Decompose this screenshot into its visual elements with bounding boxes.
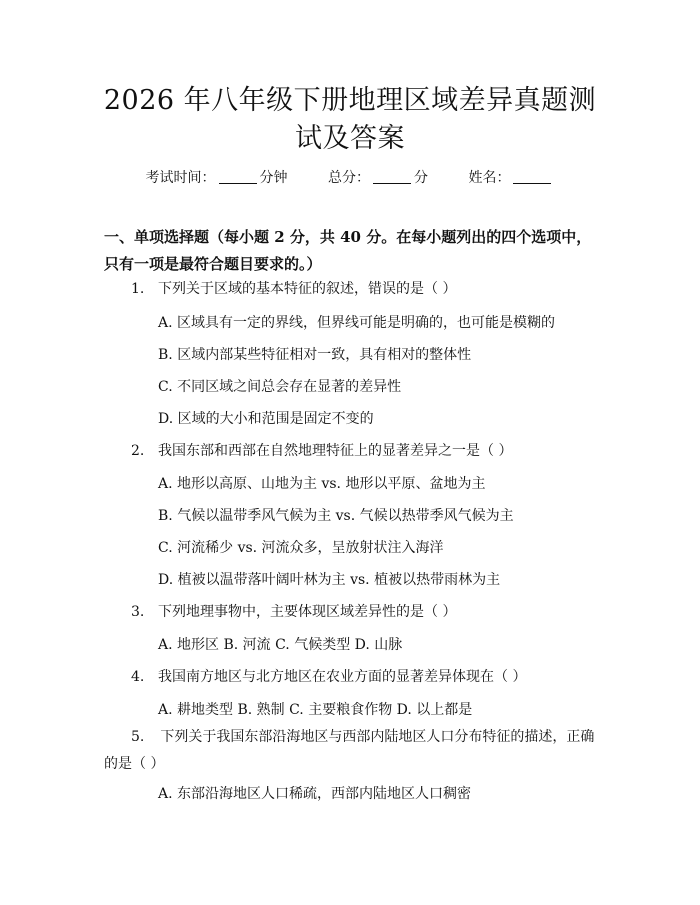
student-name-field bbox=[468, 168, 554, 188]
page-title: 2026 年八年级下册地理区域差异真题测试及答案 bbox=[103, 85, 597, 154]
total-score-unit: 分 bbox=[414, 170, 428, 186]
question-text: 我国东部和西部在自然地理特征上的显著差异之一是（ ） bbox=[158, 443, 513, 459]
question-number: 3. bbox=[131, 604, 145, 620]
question-text: 下列关于区域的基本特征的叙述，错误的是（ ） bbox=[158, 281, 457, 297]
question-text: 下列地理事物中，主要体现区域差异性的是（ ） bbox=[158, 604, 457, 620]
question-block bbox=[104, 724, 604, 778]
option-a[interactable]: A. 东部沿海地区人口稀疏，西部内陆地区人口稠密 bbox=[158, 786, 472, 802]
total-score-field bbox=[328, 168, 428, 188]
question-number: 5. bbox=[131, 729, 145, 745]
option-d[interactable]: D. 植被以温带落叶阔叶林为主 vs. 植被以热带雨林为主 bbox=[158, 572, 501, 588]
question-number: 1. bbox=[131, 281, 145, 297]
student-name-blank[interactable] bbox=[513, 169, 551, 184]
total-score-blank[interactable] bbox=[373, 169, 411, 184]
option-a[interactable]: A. 区域具有一定的界线，但界线可能是明确的，也可能是模糊的 bbox=[158, 315, 556, 331]
option-a[interactable]: A. 地形以高原、山地为主 vs. 地形以平原、盆地为主 bbox=[158, 476, 486, 492]
options-line[interactable]: A. 耕地类型 B. 熟制 C. 主要粮食作物 D. 以上都是 bbox=[158, 702, 473, 718]
section-heading: 一、单项选择题（每小题 2 分，共 40 分。在每小题列出的四个选项中，只有一项是最符合题目要求的。） bbox=[104, 228, 592, 273]
exam-info-line bbox=[0, 168, 700, 188]
student-name-label: 姓名： bbox=[468, 170, 511, 186]
option-d[interactable]: D. 区域的大小和范围是固定不变的 bbox=[158, 411, 374, 427]
question-text: 下列关于我国东部沿海地区与西部内陆地区人口分布特征的描述，正确的是（ ） bbox=[104, 729, 595, 772]
options-line[interactable]: A. 地形区 B. 河流 C. 气候类型 D. 山脉 bbox=[158, 637, 403, 653]
exam-time-unit: 分钟 bbox=[259, 170, 288, 186]
option-b[interactable]: B. 气候以温带季风气候为主 vs. 气候以热带季风气候为主 bbox=[158, 508, 514, 524]
option-c[interactable]: C. 河流稀少 vs. 河流众多，呈放射状注入海洋 bbox=[158, 540, 444, 556]
exam-time-label: 考试时间： bbox=[145, 170, 216, 186]
option-c[interactable]: C. 不同区域之间总会存在显著的差异性 bbox=[158, 379, 402, 395]
exam-time-field bbox=[146, 168, 288, 188]
option-b[interactable]: B. 区域内部某些特征相对一致，具有相对的整体性 bbox=[158, 347, 472, 363]
question-number: 4. bbox=[131, 669, 145, 685]
exam-time-blank[interactable] bbox=[219, 169, 257, 184]
question-text: 我国南方地区与北方地区在农业方面的显著差异体现在（ ） bbox=[158, 669, 527, 685]
total-score-label: 总分： bbox=[328, 170, 370, 186]
question-number: 2. bbox=[131, 443, 145, 459]
